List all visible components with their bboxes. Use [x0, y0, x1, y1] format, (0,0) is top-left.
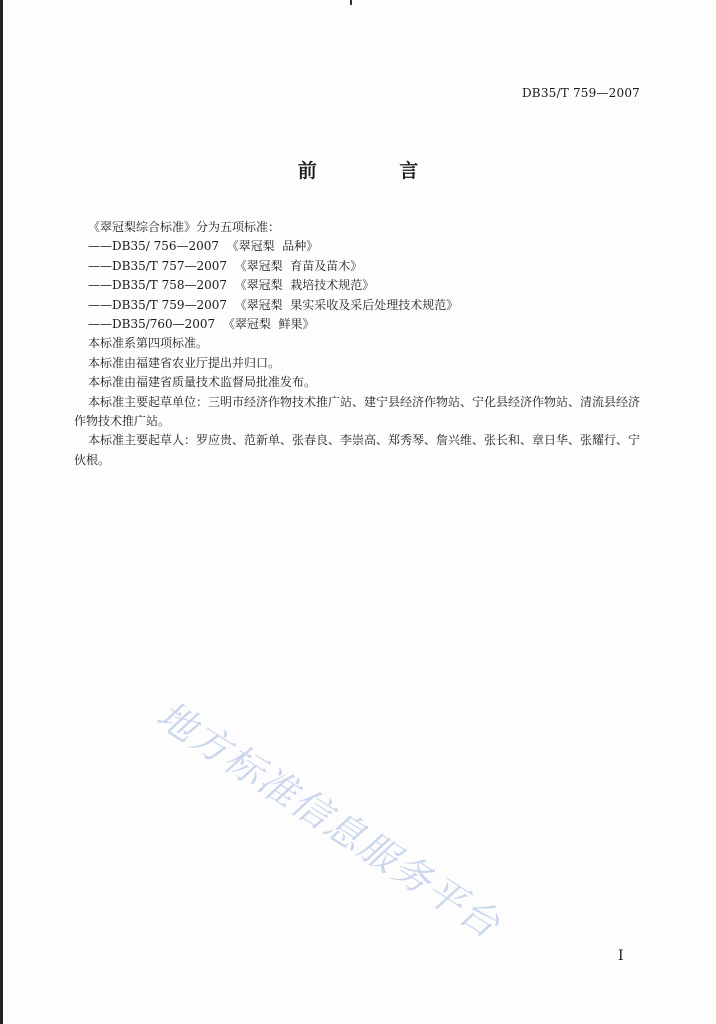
standard-code: DB35/T 759—2007	[521, 86, 640, 100]
statement-approver: 本标准由福建省质量技术监督局批准发布。	[88, 375, 317, 390]
standard-item-1: ——DB35/ 756—2007 《翠冠梨 品种》	[88, 239, 319, 254]
standard-item-3: ——DB35/T 758—2007 《翠冠梨 栽培技术规范》	[88, 278, 375, 293]
statement-series: 本标准系第四项标准。	[88, 336, 209, 351]
scan-mark	[350, 0, 352, 5]
intro-line: 《翠冠梨综合标准》分为五项标准：	[88, 220, 281, 234]
foreword-body	[74, 218, 640, 470]
standard-item-5: ——DB35/760—2007 《翠冠梨 鲜果》	[88, 317, 315, 332]
scan-edge	[0, 0, 3, 1024]
statement-proposer: 本标准由福建省农业厅提出并归口。	[88, 355, 281, 370]
page-title: 前 言	[297, 160, 457, 182]
standard-item-4: ——DB35/T 759—2007 《翠冠梨 果实采收及采后处理技术规范》	[88, 297, 459, 312]
drafting-units: 本标准主要起草单位：三明市经济作物技术推广站、建宁县经济作物站、宁化县经济作物站、清流县经济作物技术推广站。	[74, 394, 641, 429]
standard-item-2: ——DB35/T 757—2007 《翠冠梨 育苗及苗木》	[88, 258, 363, 273]
page-number: I	[618, 948, 624, 964]
drafters: 本标准主要起草人：罗应贵、范新单、张春良、李崇高、郑秀琴、詹兴维、张长和、章日华、张耀行、宁伙根。	[74, 433, 641, 467]
watermark: 地方标准信息服务平台	[149, 692, 509, 948]
